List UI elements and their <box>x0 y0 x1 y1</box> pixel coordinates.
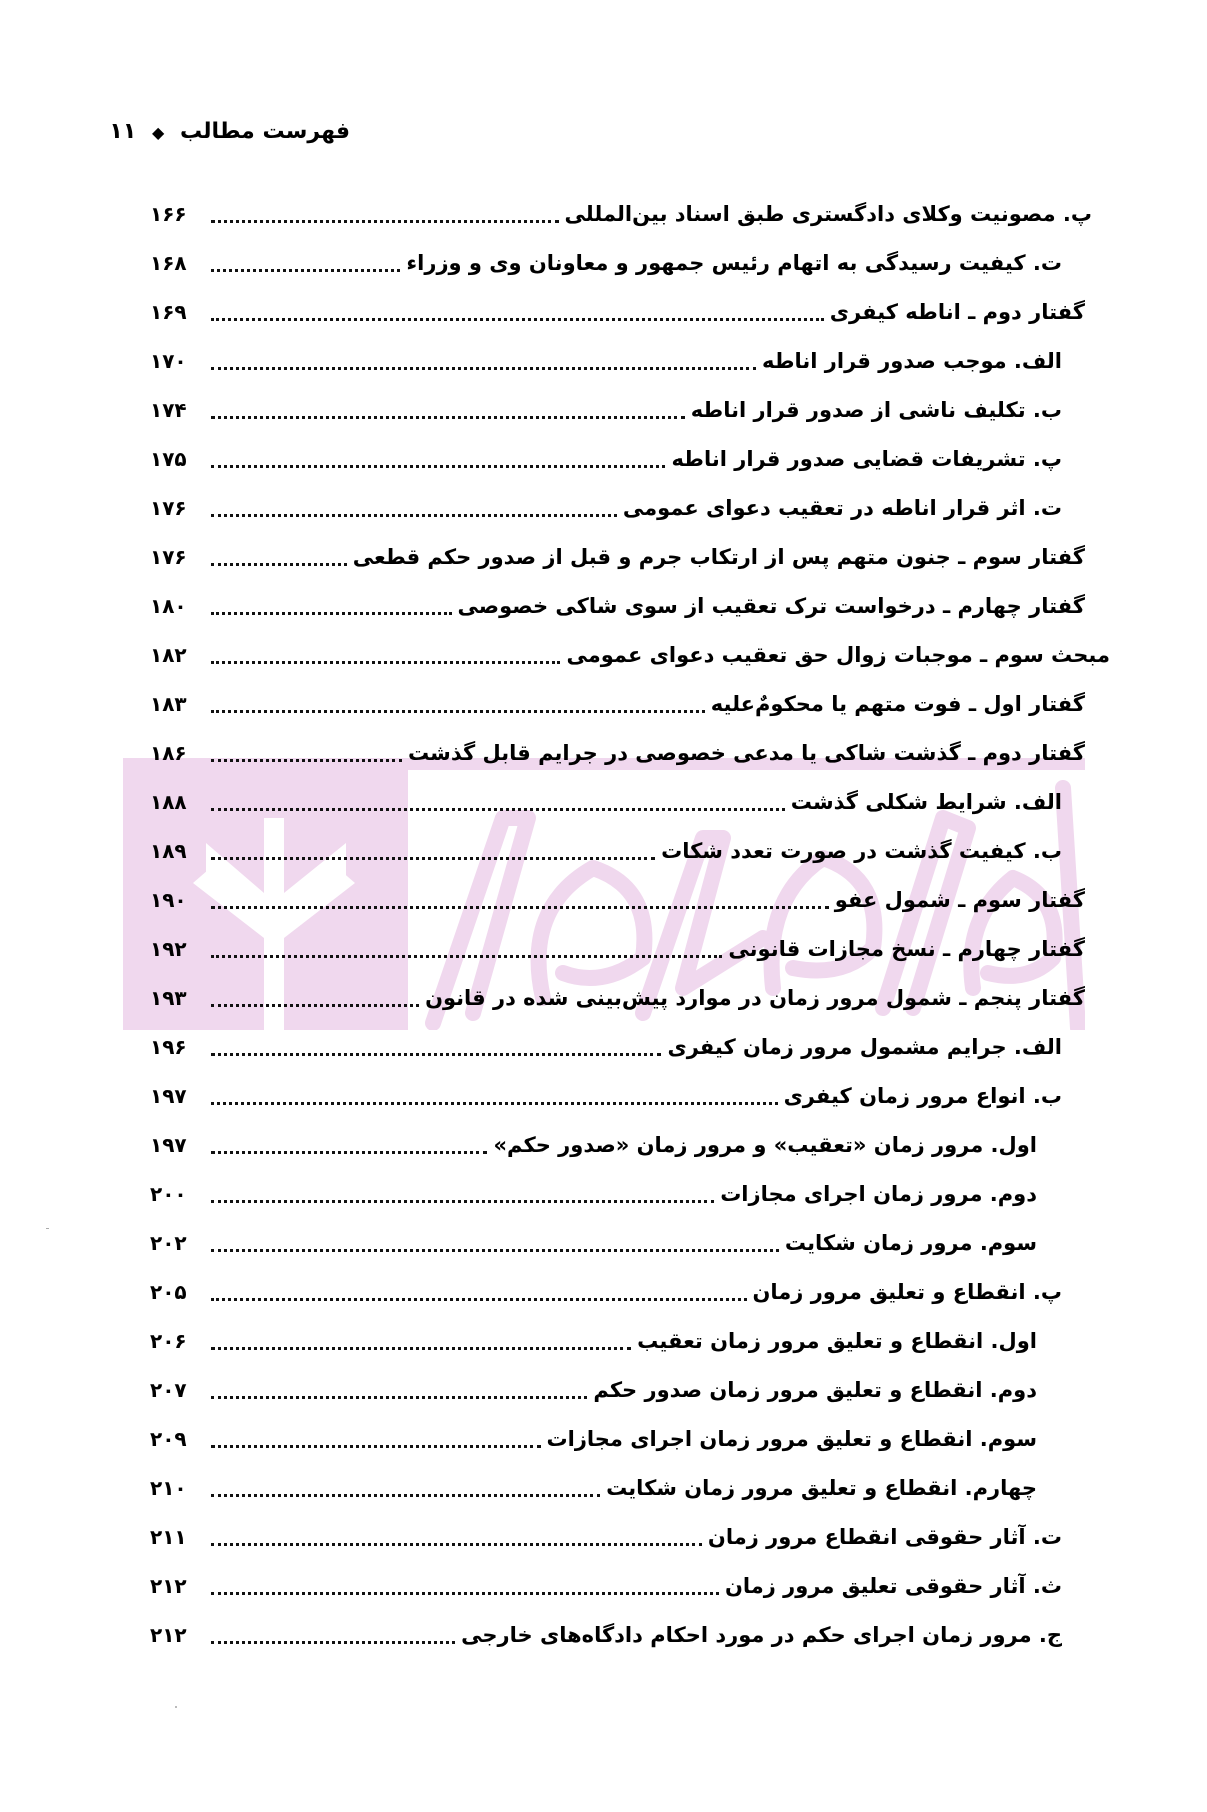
dot-leader <box>211 1445 541 1448</box>
toc-entry-title: مبحث سوم ـ موجبات زوال حق تعقیب دعوای عمومی <box>566 643 1110 667</box>
toc-entry[interactable] <box>150 1615 1062 1655</box>
toc-entry-title: پ. انقطاع و تعلیق مرور زمان <box>752 1280 1062 1304</box>
dot-leader <box>211 955 722 958</box>
page-title: فهرست مطالب <box>179 119 350 144</box>
toc-entry-title: گفتار سوم ـ شمول عفو <box>834 888 1085 912</box>
toc-entry-title: گفتار دوم ـ گذشت شاکی یا مدعی خصوصی در جرایم قابل گذشت <box>407 741 1085 765</box>
toc-page-number: ۱۹۰ <box>150 888 187 912</box>
toc-entry-title: دوم. مرور زمان اجرای مجازات <box>720 1182 1037 1206</box>
toc-entry-title: گفتار پنجم ـ شمول مرور زمان در موارد پیش‌بینی شده در قانون <box>425 986 1085 1010</box>
toc-page-number: ۱۹۲ <box>150 937 187 961</box>
toc-entry-title: ت. کیفیت رسیدگی به اتهام رئیس جمهور و معاونان وی و وزراء <box>406 251 1062 275</box>
toc-entry-title: ت. آثار حقوقی انقطاع مرور زمان <box>707 1525 1062 1549</box>
dot-leader <box>211 857 655 860</box>
toc-page-number: ۱۷۴ <box>150 398 187 422</box>
dot-leader <box>211 220 559 223</box>
toc-entry[interactable] <box>150 1076 1062 1116</box>
dot-leader <box>211 1053 661 1056</box>
toc-entry-title: ب. تکلیف ناشی از صدور قرار اناطه <box>690 398 1062 422</box>
toc-entry-title: گفتار سوم ـ جنون متهم پس از ارتکاب جرم و قبل از صدور حکم قطعی <box>352 545 1085 569</box>
toc-page-number: ۲۰۹ <box>150 1427 187 1451</box>
toc-entry-title: اول. مرور زمان «تعقیب» و مرور زمان «صدور حکم» <box>493 1133 1037 1157</box>
dot-leader <box>211 906 829 909</box>
toc-entry[interactable] <box>150 1272 1062 1312</box>
toc-page-number: ۱۶۶ <box>150 202 187 226</box>
toc-entry[interactable] <box>150 1517 1062 1557</box>
toc-page-number: ۱۹۷ <box>150 1084 187 1108</box>
toc-page-number: ۱۸۸ <box>150 790 187 814</box>
toc-entry[interactable] <box>150 194 1092 234</box>
dot-leader <box>211 612 452 615</box>
dot-leader <box>211 1592 719 1595</box>
toc-page-number: ۲۱۲ <box>150 1574 187 1598</box>
toc-entry-title: گفتار چهارم ـ درخواست ترک تعقیب از سوی شاکی خصوصی <box>457 594 1085 618</box>
toc-entry-title: گفتار چهارم ـ نسخ مجازات قانونی <box>728 937 1085 961</box>
toc-entry-title: ث. آثار حقوقی تعلیق مرور زمان <box>724 1574 1062 1598</box>
toc-page-number: ۲۱۰ <box>150 1476 187 1500</box>
toc-entry-title: الف. جرایم مشمول مرور زمان کیفری <box>667 1035 1062 1059</box>
dot-leader <box>211 1200 714 1203</box>
dot-leader <box>211 416 685 419</box>
toc-entry-title: گفتار دوم ـ اناطه کیفری <box>829 300 1085 324</box>
toc-page-number: ۱۸۹ <box>150 839 187 863</box>
toc-entry[interactable] <box>150 488 1062 528</box>
toc-entry[interactable] <box>150 1174 1037 1214</box>
toc-entry-title: دوم. انقطاع و تعلیق مرور زمان صدور حکم <box>593 1378 1037 1402</box>
toc-entry-title: الف. موجب صدور قرار اناطه <box>762 349 1062 373</box>
toc-page-number: ۱۷۰ <box>150 349 187 373</box>
toc-page-number: ۲۰۶ <box>150 1329 187 1353</box>
toc-entry[interactable] <box>150 439 1062 479</box>
toc-entry[interactable] <box>150 586 1085 626</box>
toc-page-number: ۱۶۸ <box>150 251 187 275</box>
toc-entry-title: پ. تشریفات قضایی صدور قرار اناطه <box>671 447 1062 471</box>
toc-page-number: ۱۶۹ <box>150 300 187 324</box>
dot-leader <box>211 367 756 370</box>
toc-entry[interactable] <box>150 1468 1037 1508</box>
dot-leader <box>211 1004 419 1007</box>
toc-page-number: ۱۹۶ <box>150 1035 187 1059</box>
toc-page-number: ۱۹۳ <box>150 986 187 1010</box>
toc-entry-title: ج. مرور زمان اجرای حکم در مورد احکام دادگاه‌های خارجی <box>461 1623 1062 1647</box>
toc-entry-title: اول. انقطاع و تعلیق مرور زمان تعقیب <box>637 1329 1037 1353</box>
toc-page-number: ۲۰۲ <box>150 1231 187 1255</box>
dot-leader <box>211 710 705 713</box>
toc-entry[interactable] <box>150 1027 1062 1067</box>
dot-leader <box>211 318 824 321</box>
toc-entry[interactable] <box>150 1223 1037 1263</box>
toc-entry-title: پ. مصونیت وکلای دادگستری طبق اسناد بین‌المللی <box>564 202 1092 226</box>
toc-entry-title: ب. انواع مرور زمان کیفری <box>783 1084 1062 1108</box>
toc-entry[interactable] <box>150 1370 1037 1410</box>
toc-entry[interactable] <box>150 880 1085 920</box>
toc-entry[interactable] <box>150 733 1085 773</box>
toc-entry[interactable] <box>150 929 1085 969</box>
toc-page-number: ۱۷۶ <box>150 545 187 569</box>
toc-page-number: ۲۰۰ <box>150 1182 187 1206</box>
dot-leader <box>211 514 617 517</box>
toc-page-number: ۱۷۵ <box>150 447 187 471</box>
toc-page-number: ۱۸۳ <box>150 692 187 716</box>
toc-entry-title: گفتار اول ـ فوت متهم یا محکومٌ‌علیه <box>710 692 1085 716</box>
toc-entry[interactable] <box>150 341 1062 381</box>
toc-entry[interactable] <box>150 1566 1062 1606</box>
dot-leader <box>211 563 347 566</box>
dot-leader <box>211 808 785 811</box>
dot-leader <box>211 1102 778 1105</box>
toc-entry[interactable] <box>150 684 1085 724</box>
toc-page-number: ۱۸۲ <box>150 643 187 667</box>
dot-leader <box>211 1298 747 1301</box>
toc-page-number: ۲۰۷ <box>150 1378 187 1402</box>
toc-entry[interactable] <box>150 537 1085 577</box>
dot-leader <box>211 1249 779 1252</box>
toc-entry-title: ب. کیفیت گذشت در صورت تعدد شکات <box>661 839 1062 863</box>
toc-entry[interactable] <box>150 390 1062 430</box>
toc-entry[interactable] <box>150 1321 1037 1361</box>
page-number: ۱۱ <box>109 119 137 144</box>
toc-entry-title: ت. اثر قرار اناطه در تعقیب دعوای عمومی <box>622 496 1062 520</box>
toc-page-number: ۱۷۶ <box>150 496 187 520</box>
toc-entry[interactable] <box>150 782 1062 822</box>
dot-leader <box>211 1151 487 1154</box>
dot-leader <box>211 1641 455 1644</box>
dot-leader <box>211 465 665 468</box>
toc-page-number: ۱۸۰ <box>150 594 187 618</box>
toc-entry-title: چهارم. انقطاع و تعلیق مرور زمان شکایت <box>606 1476 1037 1500</box>
toc-entry-title: سوم. مرور زمان شکایت <box>784 1231 1037 1255</box>
toc-entry[interactable] <box>150 635 1110 675</box>
toc-entry[interactable] <box>150 1125 1037 1165</box>
toc-entry[interactable] <box>150 1419 1037 1459</box>
dot-leader <box>211 1543 702 1546</box>
dot-leader <box>211 759 402 762</box>
toc-entry[interactable] <box>150 831 1062 871</box>
dot-leader <box>211 661 560 664</box>
toc-entry-title: سوم. انقطاع و تعلیق مرور زمان اجرای مجازات <box>546 1427 1037 1451</box>
dot-leader <box>211 1347 631 1350</box>
toc-entry-title: الف. شرایط شکلی گذشت <box>790 790 1062 814</box>
dot-leader <box>211 1494 600 1497</box>
toc-page-number: ۱۸۶ <box>150 741 187 765</box>
dot-leader <box>211 269 400 272</box>
toc-page-number: ۱۹۷ <box>150 1133 187 1157</box>
toc-entry[interactable] <box>150 243 1062 283</box>
toc-page-number: ۲۱۱ <box>150 1525 187 1549</box>
toc-page-number: ۲۱۲ <box>150 1623 187 1647</box>
toc-page-number: ۲۰۵ <box>150 1280 187 1304</box>
toc-entry[interactable] <box>150 978 1085 1018</box>
toc-entry[interactable] <box>150 292 1085 332</box>
dot-leader <box>211 1396 587 1399</box>
diamond-separator-icon: ◆ <box>151 123 165 142</box>
